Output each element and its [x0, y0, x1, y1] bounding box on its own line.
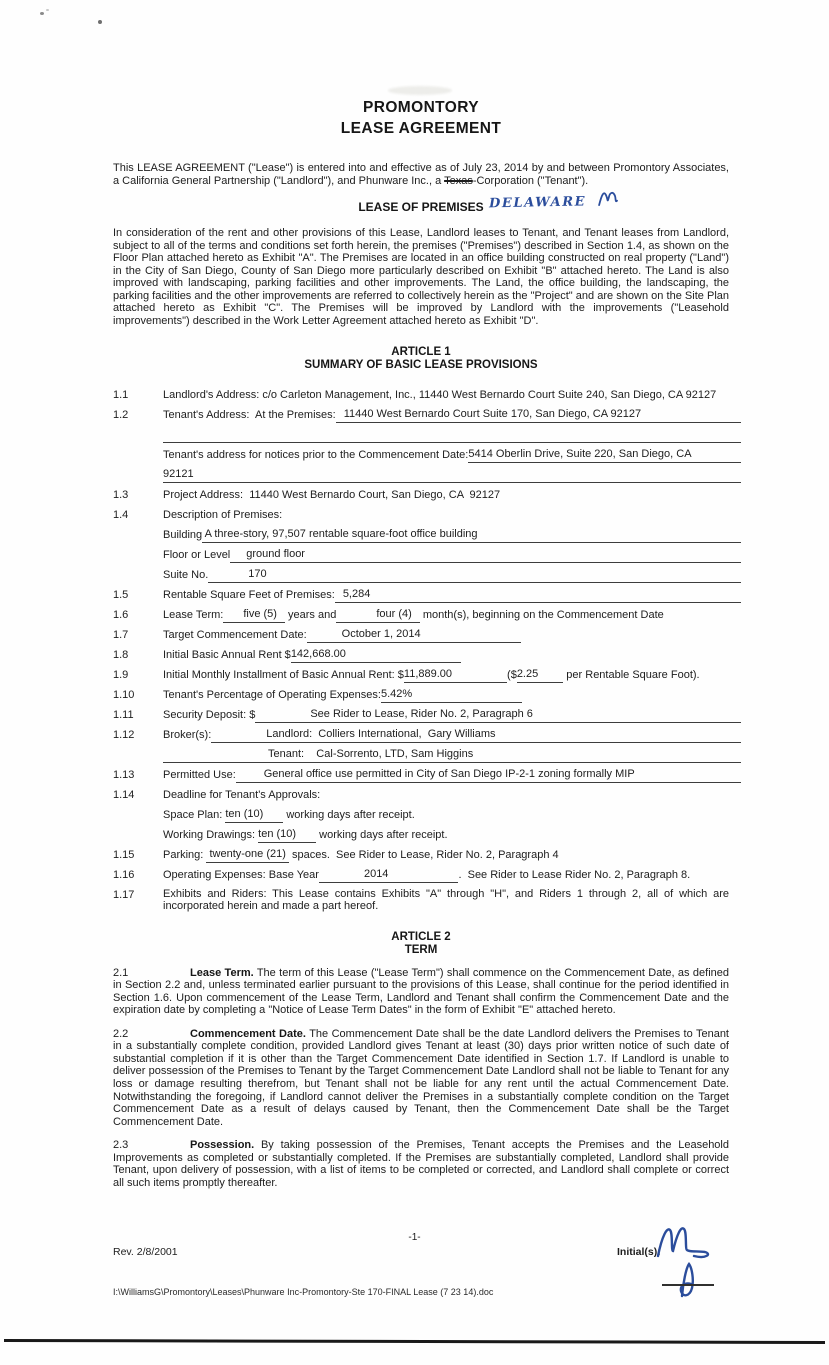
- rentable-sqft-value: 5,284: [335, 587, 379, 603]
- monthly-rent-label: Initial Monthly Installment of Basic Annual Rent: $: [163, 668, 404, 681]
- building-value: A three-story, 97,507 rentable square-foot office building: [202, 527, 485, 543]
- lease-term-label: Lease Term:: [163, 608, 224, 621]
- article-1-items: [113, 383, 729, 913]
- base-year-value: 2014: [319, 867, 458, 883]
- title-line-1: PROMONTORY: [363, 99, 479, 116]
- lease-term-years: five (5): [223, 607, 285, 623]
- target-commencement-value: October 1, 2014: [307, 627, 521, 643]
- item-1-9: 1.9 Initial Monthly Installment of Basic Annual Rent: $ 11,889.00 ($ 2.25 per Rentable Square Foot).: [113, 667, 700, 681]
- section-title: Possession.: [190, 1139, 255, 1152]
- approvals-deadline-label: Deadline for Tenant's Approvals:: [163, 788, 321, 801]
- underline-fill: [214, 467, 741, 483]
- underline-fill: [313, 547, 741, 563]
- item-1-5: [113, 583, 729, 603]
- item-1-3: [113, 483, 729, 503]
- section-2-1: [113, 967, 729, 1017]
- underline-fill: [649, 407, 741, 423]
- section-number: 2.3: [113, 1139, 129, 1152]
- floor-label: Floor or Level: [163, 548, 231, 561]
- item-number: 1.2: [113, 408, 129, 421]
- underline-fill: [504, 727, 741, 743]
- handwritten-initials-2: [658, 1258, 718, 1302]
- file-path: I:\WilliamsG\Promontory\Leases\Phunware Inc-Promontory-Ste 170-FINAL Lease (7 23 14).doc: [113, 1287, 494, 1297]
- struck-state-texas: Texas: [444, 174, 473, 187]
- underline-fill: [163, 427, 741, 443]
- revision-date: Rev. 2/8/2001: [113, 1246, 178, 1258]
- intro-paragraph: [113, 162, 729, 187]
- item-1-4-suite: [113, 563, 729, 583]
- item-1-13: [113, 763, 729, 783]
- parking-value: twenty-one (21): [206, 847, 289, 863]
- item-1-14-space-plan: Space Plan: ten (10) working days after receipt.: [163, 807, 415, 821]
- underline-fill: [541, 707, 741, 723]
- handwritten-correction: [489, 189, 621, 212]
- working-drawings-value: ten (10): [258, 827, 316, 843]
- lease-term-months: four (4): [336, 607, 419, 623]
- intro-text-after: -Corporation ("Tenant").: [472, 174, 589, 187]
- item-number: 1.7: [113, 628, 129, 641]
- article-1-title: ARTICLE 1: [391, 345, 451, 358]
- item-1-4-building: [113, 523, 729, 543]
- item-number: 1.10: [113, 688, 135, 701]
- item-1-14-working-drawings: Working Drawings: ten (10) working days after receipt.: [163, 827, 448, 841]
- security-deposit-value: See Rider to Lease, Rider No. 2, Paragraph 6: [255, 707, 541, 723]
- intro-text-before: This LEASE AGREEMENT ("Lease") is entered into and effective as of July 23, 2014 by and between Promontory Associates, a California General Partnership ("Landlord"), and Phunware Inc., a: [113, 162, 729, 187]
- item-number: 1.13: [113, 768, 135, 781]
- rentable-sqft-label: Rentable Square Feet of Premises:: [163, 588, 335, 601]
- item-1-8: [113, 643, 729, 663]
- document-title: [113, 97, 729, 139]
- document-body: [113, 0, 729, 1200]
- item-number: 1.9: [113, 668, 129, 681]
- premises-paragraph: In consideration of the rent and other provisions of this Lease, Landlord leases to Tenant, and Tenant leases from Landlord, subject to all of the terms and conditions set forth herein, the premises ("Premises") described in Section 1.4, as shown on the Floor Plan attached hereto as Exhibit "A". The Premises are located in an office building constructed on real property ("Land") in the City of San Diego, County of San Diego more particularly described on Exhibit "B" attached hereto. The Land is also improved with landscaping, parking facilities and other improvements. The Land, the office building, the landscaping, the parking facilities and the other improvements are referred to collectively herein as the "Project" and are shown on the Site Plan attached hereto as Exhibit "C". The Premises will be improved by Landlord with the improvements ("Leasehold improvements") described in the Work Letter Agreement attached hereto as Exhibit "D".: [113, 227, 729, 328]
- annual-rent-label: Initial Basic Annual Rent $: [163, 648, 291, 661]
- article-2-heading: [113, 931, 729, 957]
- handwritten-initials-mark-icon: [596, 189, 620, 209]
- broker-tenant-value: Tenant: Cal-Sorrento, LTD, Sam Higgins: [268, 747, 481, 763]
- permitted-use-label: Permitted Use:: [163, 768, 236, 781]
- operating-expenses-pct-value: 5.42%: [381, 687, 522, 703]
- item-1-2-notices: [113, 443, 729, 463]
- handwritten-initials-1: [654, 1222, 718, 1262]
- annual-rent-value: 142,668.00: [291, 647, 461, 663]
- article-2-subtitle: TERM: [404, 943, 438, 956]
- section-title: Commencement Date.: [190, 1027, 306, 1040]
- security-deposit-label: Security Deposit: $: [163, 708, 256, 721]
- item-number: 1.11: [113, 708, 134, 721]
- section-title: Lease Term.: [190, 966, 254, 979]
- exhibits-riders-text: Exhibits and Riders: This Lease contains Exhibits "A" through "H", and Riders 1 through 2, all of which are incorporated herein and made a part hereof.: [163, 887, 729, 913]
- lease-of-premises-heading: LEASE OF PREMISES: [358, 200, 484, 215]
- item-number: 1.3: [113, 488, 129, 501]
- page-number: -1-: [408, 1232, 421, 1243]
- broker-landlord-value: Landlord: Colliers International, Gary Williams: [211, 727, 503, 743]
- monthly-rent-value: 11,889.00: [404, 667, 507, 683]
- item-1-16: 1.16 Operating Expenses: Base Year 2014 . See Rider to Lease Rider No. 2, Paragraph 8.: [113, 867, 691, 881]
- working-drawings-label: Working Drawings:: [163, 828, 259, 841]
- tenant-address-label: Tenant's Address: At the Premises:: [163, 408, 336, 421]
- notices-address-value: 5414 Oberlin Drive, Suite 220, San Diego, CA: [468, 447, 691, 463]
- rent-per-sqft-value: 2.25: [517, 667, 563, 683]
- handwritten-state-delaware: DELAWARE: [488, 194, 587, 212]
- item-number: 1.16: [113, 868, 135, 881]
- parking-label: Parking:: [163, 848, 207, 861]
- scan-speck: [46, 9, 49, 11]
- project-address: Project Address: 11440 West Bernardo Court, San Diego, CA 92127: [163, 488, 501, 501]
- section-2-2: [113, 1028, 729, 1128]
- article-2-title: ARTICLE 2: [391, 930, 451, 943]
- section-text: The term of this Lease ("Lease Term") shall commence on the Commencement Date, as defined in Section 2.2 and, unless terminated earlier pursuant to the provisions of this Lease, shall continue for the period identified in Section 1.6. Upon commencement of the Lease Term, Landlord and Tenant shall confirm the Commencement Date and the expiration date by completing a "Notice of Lease Term Dates" in the form of Exhibit "E" attached hereto.: [113, 966, 729, 1017]
- suite-value: 170: [208, 567, 274, 583]
- item-1-15: 1.15 Parking: twenty-one (21) spaces. See Rider to Lease, Rider No. 2, Paragraph 4: [113, 847, 559, 861]
- permitted-use-value: General office use permitted in City of San Diego IP-2-1 zoning formally MIP: [236, 767, 643, 783]
- target-commencement-label: Target Commencement Date:: [163, 628, 307, 641]
- item-number: 1.15: [113, 848, 135, 861]
- notices-address-label: Tenant's address for notices prior to the Commencement Date:: [163, 448, 469, 461]
- scan-speck: [40, 12, 44, 15]
- section-text: The Commencement Date shall be the date Landlord delivers the Premises to Tenant in a substantially complete condition, provided Landlord gives Tenant at least (30) days prior written notice of such date of substantial completion if it is other than the Target Commencement Date identified in Section 1.7. If Landlord is unable to deliver possession of the Premises to Tenant by the Target Commencement Date Landlord shall not be liable to Tenant for any loss or damage resulting therefrom, but Tenant shall not be liable for any rent until the actual Commencement Date. Notwithstanding the foregoing, if Landlord cannot deliver the Premises in a substantially complete condition on the Target Commencement Date as a result of delays caused by Tenant, then the Commencement Date shall be the Target Commencement Date.: [113, 1027, 729, 1128]
- underline-fill: [378, 587, 741, 603]
- section-number: 2.2: [113, 1027, 129, 1040]
- blank-underline-row: [113, 423, 729, 443]
- item-1-4-floor: [113, 543, 729, 563]
- item-1-7: [113, 623, 729, 643]
- item-number: 1.6: [113, 608, 129, 621]
- article-1-heading: [113, 346, 729, 372]
- title-line-2: LEASE AGREEMENT: [340, 120, 502, 137]
- item-number: 1.5: [113, 588, 129, 601]
- initials-label: Initial(s):: [617, 1246, 661, 1258]
- item-1-12-tenant: [113, 743, 729, 763]
- operating-expenses-pct-label: Tenant's Percentage of Operating Expenses:: [163, 688, 381, 701]
- space-plan-value: ten (10): [225, 807, 283, 823]
- item-number: 1.4: [113, 508, 129, 521]
- brokers-label: Broker(s):: [163, 728, 212, 741]
- section-text: By taking possession of the Premises, Tenant accepts the Premises and the Leasehold Improvements as completed or substantially completed. If the Premises are substantially completed, Landlord shall provide Tenant, upon delivery of possession, with a list of items to be completed or corrected, and Landlord shall complete or correct all such items promptly thereafter.: [113, 1139, 729, 1189]
- base-year-label: Operating Expenses: Base Year: [163, 868, 319, 881]
- item-1-12: [113, 723, 729, 743]
- description-of-premises-label: Description of Premises:: [163, 508, 283, 521]
- item-1-10: [113, 683, 729, 703]
- landlord-address: Landlord's Address: c/o Carleton Management, Inc., 11440 West Bernardo Court Suite 240, San Diego, CA 92127: [163, 388, 717, 401]
- item-1-11: [113, 703, 729, 723]
- underline-fill: [275, 567, 741, 583]
- item-1-6: 1.6 Lease Term: five (5) years and four (4) month(s), beginning on the Commencement Date: [113, 607, 664, 621]
- floor-value: ground floor: [230, 547, 313, 563]
- item-number: 1.8: [113, 648, 129, 661]
- underline-fill: [486, 527, 741, 543]
- item-1-14: [113, 783, 729, 803]
- building-label: Building: [163, 528, 203, 541]
- tenant-address-value: 11440 West Bernardo Court Suite 170, San Diego, CA 92127: [336, 407, 649, 423]
- underline-fill: [643, 767, 741, 783]
- underline-segment: [163, 747, 268, 763]
- item-number: 1.1: [113, 388, 129, 401]
- item-number: 1.17: [113, 888, 135, 901]
- item-1-4: [113, 503, 729, 523]
- section-2-3: [113, 1139, 729, 1189]
- article-1-subtitle: SUMMARY OF BASIC LEASE PROVISIONS: [304, 358, 538, 371]
- item-number: 1.14: [113, 788, 135, 801]
- space-plan-label: Space Plan:: [163, 808, 226, 821]
- scan-speck: [98, 20, 102, 24]
- item-1-17: [113, 888, 729, 913]
- underline-fill: [692, 447, 741, 463]
- item-1-2-notices-line2: [113, 463, 729, 483]
- item-1-1: [113, 383, 729, 403]
- underline-fill: [481, 747, 741, 763]
- notices-address-zip: 92121: [163, 467, 214, 483]
- section-number: 2.1: [113, 966, 129, 979]
- scan-edge-line: [4, 1339, 825, 1344]
- suite-label: Suite No.: [163, 568, 209, 581]
- item-1-2: [113, 403, 729, 423]
- item-number: 1.12: [113, 728, 135, 741]
